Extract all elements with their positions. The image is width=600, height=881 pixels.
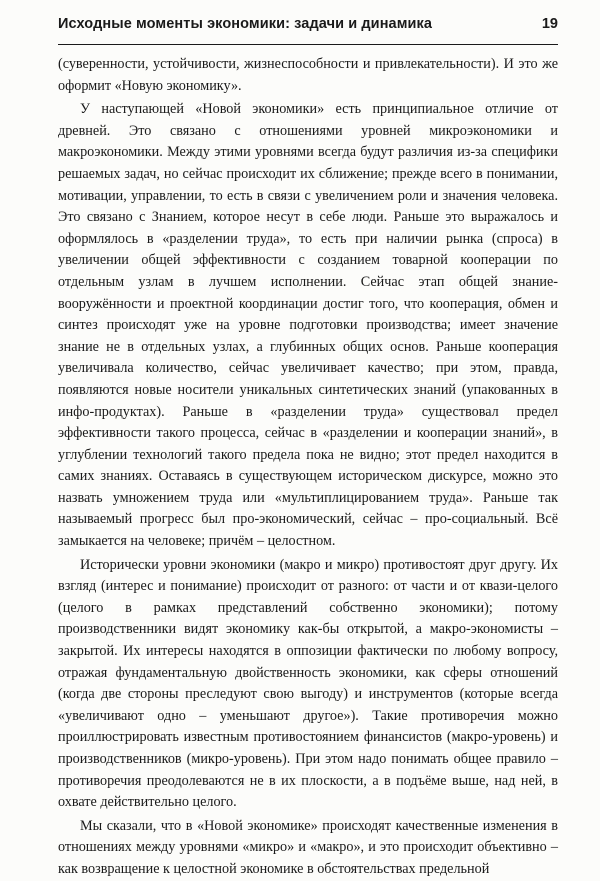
- running-header-title: Исходные моменты экономики: задачи и динамика: [58, 16, 433, 32]
- paragraph-continuation: (суверенности, устойчивости, жизнеспособности и привлекательности). И это же оформит «Новую экономику».: [58, 56, 558, 94]
- running-header: [58, 16, 558, 38]
- header-divider: [58, 44, 558, 45]
- paragraph-qualitative-changes: Мы сказали, что в «Новой экономике» происходят качественные изменения в отношениях между уровнями «микро» и «макро», и это происходит объективно – как возвращение к целостной экономике в обстоятельствах предельной: [58, 817, 558, 877]
- page-number: 19: [541, 16, 558, 32]
- body-text: [58, 54, 558, 881]
- paragraph-new-economy: У наступающей «Новой экономики» есть принципиальное отличие от древней. Это связано с отношениями уровней микроэкономики и макроэкономики. Между этими уровнями всегда будут различия из-за специфики решаемых задач, но сейчас происходит их сближение; прежде всего в понимании, мотивации, управлении, то есть в связи с увеличением роли и значения человека. Это связано с Знанием, которое несут в себе люди. Раньше это выражалось и оформлялось в «разделении труда», то есть при наличии рынка (спроса) в увеличении общей эффективности с созданием товарной кооперации по отдельным узлам в лучшем исполнении. Сейчас этап общей знание-вооружённости и проектной координации достиг того, что кооперация, обмен и синтез происходят уже на уровне подготовки производства; имеет значение знание не в отдельных узлах, а глубинных общих основ. Раньше кооперация увеличивала количество, сейчас увеличивает качество; при этом, правда, появляются новые носители уникальных синтетических знаний (упакованных в инфо-продуктах). Раньше в «разделении труда» существовал предел эффективности такого процесса, сейчас в «разделении и кооперации знаний», в углублении технологий такого предела пока не видно; этот предел находится в самих знаниях. Оставаясь в существующем историческом дискурсе, можно это назвать умножением труда или «мультиплицированием труда». Раньше так называемый прогресс был про-экономический, сейчас – про-социальный. Всё замыкается на человеке; причём – целостном.: [58, 101, 558, 550]
- paragraph-macro-micro: Исторически уровни экономики (макро и микро) противостоят друг другу. Их взгляд (интерес и понимание) происходит от разного: от части и от квази-целого (целого в рамках представлений собственно экономики); потому производственники видят экономику как-бы открытой, а макро-экономисты – закрытой. Их интересы находятся в оппозиции фактически по любому вопросу, отражая фундаментальную двойственность экономики, как сферы отношений (когда две стороны преследуют свою выгоду) и инструментов (которые всегда «увеличивают одно – уменьшают другое»). Такие противоречия можно проиллюстрировать известным противостоянием финансистов (макро-уровень) и производственников (микро-уровень). При этом надо понимать общее правило – противоречия преодолеваются не в их плоскости, а в подъёме выше, над ней, в охвате действительно целого.: [58, 556, 558, 811]
